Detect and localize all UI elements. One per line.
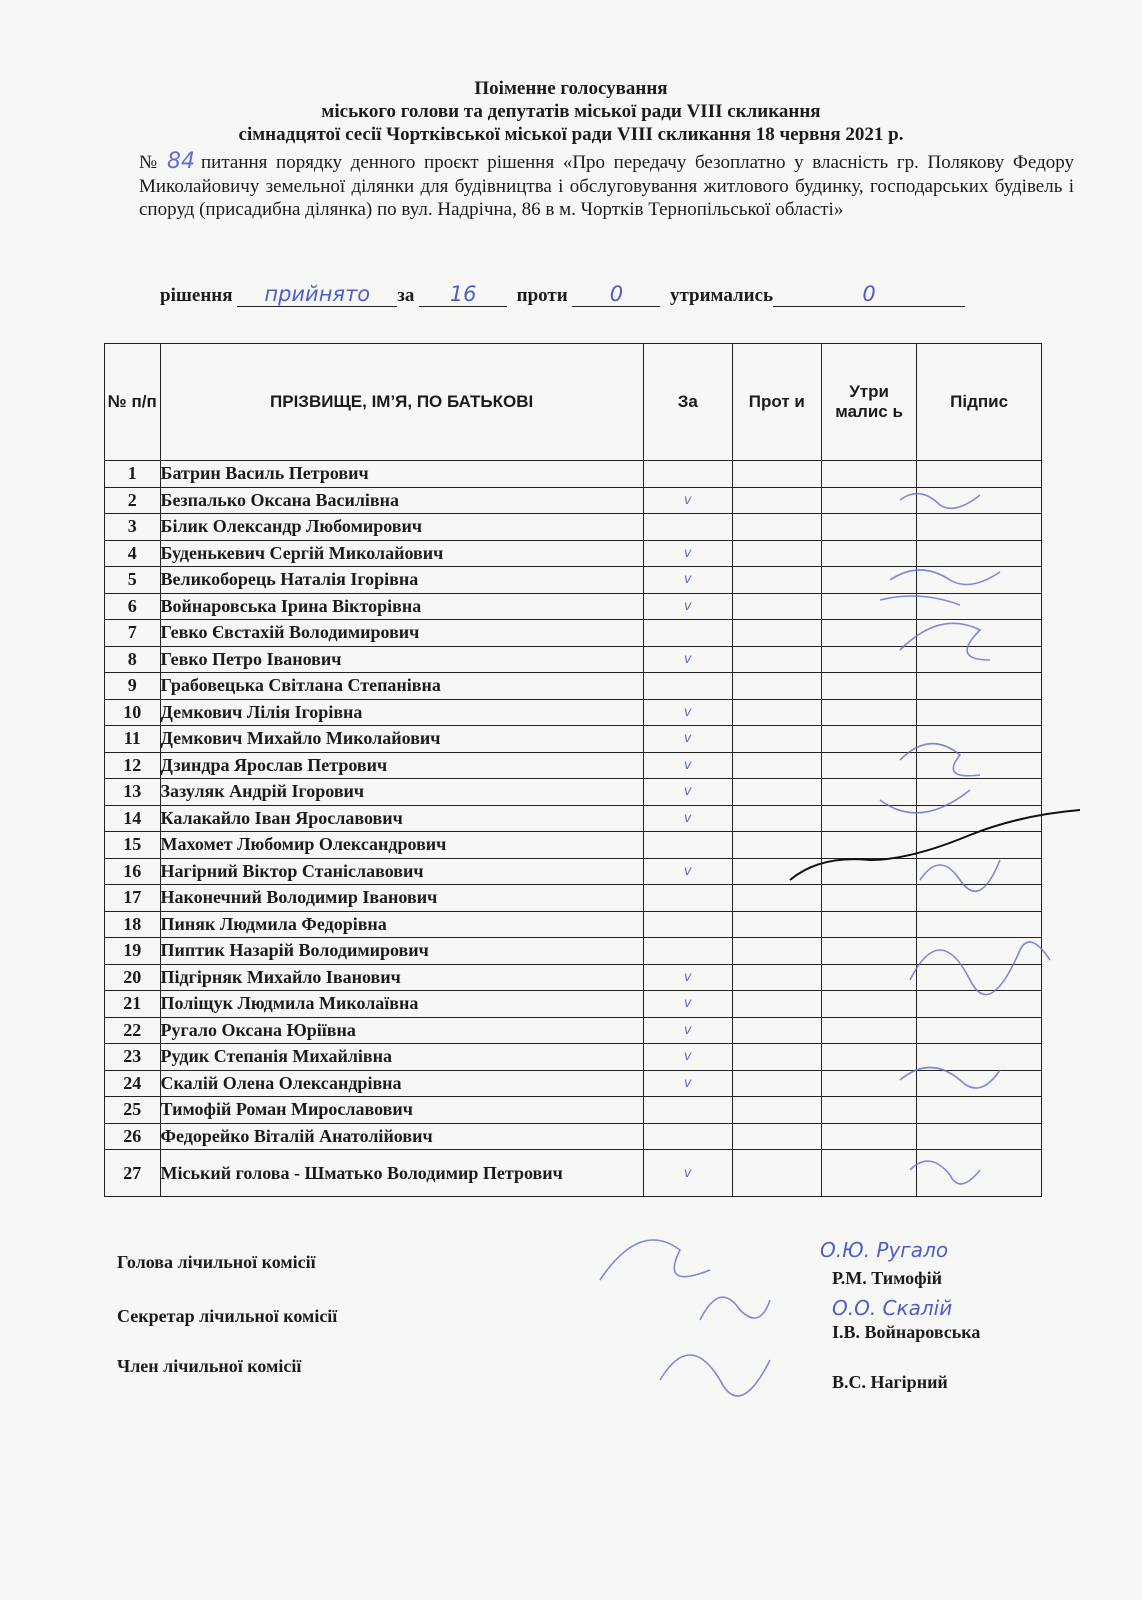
signature-scribble-10 xyxy=(600,1240,710,1280)
signature-scribble-11 xyxy=(700,1297,770,1320)
signature-scribble-2 xyxy=(880,570,1000,605)
row-for-mark: v xyxy=(643,699,732,726)
row-number: 13 xyxy=(105,779,161,806)
row-for-mark: v xyxy=(643,726,732,753)
header-for: За xyxy=(643,344,732,461)
row-name: Махомет Любомир Олександрович xyxy=(160,832,643,859)
member-label: Член лічильної комісії xyxy=(117,1356,302,1376)
row-for-mark: v xyxy=(643,779,732,806)
for-label: за xyxy=(397,285,415,306)
signature-scribble-6 xyxy=(920,860,1000,891)
row-number: 5 xyxy=(105,567,161,594)
question-number-prefix: № xyxy=(139,152,162,173)
question-number: 84 xyxy=(167,149,196,174)
row-name: Калакайло Іван Ярославович xyxy=(160,805,643,832)
row-number: 15 xyxy=(105,832,161,859)
row-for-mark: v xyxy=(643,540,732,567)
row-number: 19 xyxy=(105,938,161,965)
row-name: Грабовецька Світлана Степанівна xyxy=(160,673,643,700)
handwritten-name-2: О.О. Скалій xyxy=(832,1296,953,1320)
against-label: проти xyxy=(516,285,568,306)
row-name: Тимофій Роман Мирославович xyxy=(160,1097,643,1124)
chair-name: Р.М. Тимофій xyxy=(832,1268,943,1288)
row-for-mark: v xyxy=(643,487,732,514)
row-for-mark: v xyxy=(643,1150,732,1197)
row-name: Наконечний Володимир Іванович xyxy=(160,885,643,912)
row-for-mark: v xyxy=(643,593,732,620)
row-number: 8 xyxy=(105,646,161,673)
secretary-label: Секретар лічильної комісії xyxy=(117,1306,338,1326)
signature-scribble-8 xyxy=(900,1068,1000,1089)
row-for-mark: v xyxy=(643,991,732,1018)
signature-scribble-5 xyxy=(880,790,970,813)
row-for-mark: v xyxy=(643,805,732,832)
row-number: 9 xyxy=(105,673,161,700)
session-line: сімнадцятої сесії Чортківської міської ради VIII скликання 18 червня 2021 р. xyxy=(238,124,904,145)
row-for-mark: v xyxy=(643,858,732,885)
abstain-label: утримались xyxy=(669,285,774,306)
against-value: 0 xyxy=(572,284,660,307)
header-number: № п/п xyxy=(105,344,161,461)
row-number: 6 xyxy=(105,593,161,620)
member-name: В.С. Нагірний xyxy=(832,1372,948,1392)
row-name: Безпалько Оксана Василівна xyxy=(160,487,643,514)
doc-subtitle: міського голови та депутатів міської ради VIII скликання xyxy=(321,101,821,122)
row-number: 11 xyxy=(105,726,161,753)
row-name: Буденькевич Сергій Миколайович xyxy=(160,540,643,567)
row-for-mark: v xyxy=(643,1017,732,1044)
signature-scribble-1 xyxy=(900,494,980,509)
row-name: Міський голова - Шматько Володимир Петрович xyxy=(160,1150,643,1197)
row-number: 22 xyxy=(105,1017,161,1044)
signature-scribble-7 xyxy=(910,942,1050,995)
signature-scribble-3 xyxy=(900,623,990,660)
decision-value: прийнято xyxy=(237,284,397,307)
row-number: 23 xyxy=(105,1044,161,1071)
row-name: Гевко Петро Іванович xyxy=(160,646,643,673)
row-for-mark: v xyxy=(643,567,732,594)
row-name: Великоборець Наталія Ігорівна xyxy=(160,567,643,594)
row-name: Поліщук Людмила Миколаївна xyxy=(160,991,643,1018)
signature-scribble-9 xyxy=(910,1161,980,1184)
abstain-value: 0 xyxy=(773,284,965,307)
row-for-mark: v xyxy=(643,646,732,673)
header-name: ПРІЗВИЩЕ, ІМ’Я, ПО БАТЬКОВІ xyxy=(160,344,643,461)
question-text: питання порядку денного проєкт рішення «Про передачу безоплатно у власність гр. Полякову Федору Миколайовичу земельної ділянки для будівництва і обслуговування житлового будинку, господарських будівель і споруд (присадибна ділянка) по вул. Надрічна, 86 в м. Чортків Тернопільської області» xyxy=(139,152,1074,220)
row-number: 12 xyxy=(105,752,161,779)
row-number: 1 xyxy=(105,461,161,488)
row-number: 3 xyxy=(105,514,161,541)
handwritten-name-1: О.Ю. Ругало xyxy=(820,1238,949,1262)
for-value: 16 xyxy=(419,284,507,307)
signature-scribble-13 xyxy=(790,810,1080,880)
row-name: Рудик Степанія Михайлівна xyxy=(160,1044,643,1071)
row-number: 27 xyxy=(105,1150,161,1197)
doc-title: Поіменне голосування xyxy=(474,78,668,99)
row-number: 4 xyxy=(105,540,161,567)
header-abstain: Утри малис ь xyxy=(821,344,916,461)
decision-label: рішення xyxy=(160,285,233,306)
row-name: Зазуляк Андрій Ігорович xyxy=(160,779,643,806)
row-number: 26 xyxy=(105,1123,161,1150)
row-number: 24 xyxy=(105,1070,161,1097)
row-number: 25 xyxy=(105,1097,161,1124)
row-number: 2 xyxy=(105,487,161,514)
row-name: Підгірняк Михайло Іванович xyxy=(160,964,643,991)
row-for-mark: v xyxy=(643,1070,732,1097)
row-number: 7 xyxy=(105,620,161,647)
row-number: 18 xyxy=(105,911,161,938)
header-signature: Підпис xyxy=(917,344,1042,461)
row-number: 10 xyxy=(105,699,161,726)
row-number: 21 xyxy=(105,991,161,1018)
row-name: Скалій Олена Олександрівна xyxy=(160,1070,643,1097)
row-for-mark: v xyxy=(643,1044,732,1071)
row-number: 17 xyxy=(105,885,161,912)
row-number: 14 xyxy=(105,805,161,832)
row-name: Нагірний Віктор Станіславович xyxy=(160,858,643,885)
row-for-mark: v xyxy=(643,964,732,991)
row-name: Пиптик Назарій Володимирович xyxy=(160,938,643,965)
row-name: Ругало Оксана Юріївна xyxy=(160,1017,643,1044)
secretary-name: І.В. Войнаровська xyxy=(832,1322,981,1342)
signature-scribble-12 xyxy=(660,1355,770,1396)
chair-label: Голова лічильної комісії xyxy=(117,1252,316,1272)
row-name: Гевко Євстахій Володимирович xyxy=(160,620,643,647)
row-name: Федорейко Віталій Анатолійович xyxy=(160,1123,643,1150)
header-against: Прот и xyxy=(732,344,821,461)
signature-scribble-4 xyxy=(900,744,980,776)
row-for-mark: v xyxy=(643,752,732,779)
row-name: Пиняк Людмила Федорівна xyxy=(160,911,643,938)
row-name: Білик Олександр Любомирович xyxy=(160,514,643,541)
row-name: Дзиндра Ярослав Петрович xyxy=(160,752,643,779)
row-name: Демкович Михайло Миколайович xyxy=(160,726,643,753)
row-number: 20 xyxy=(105,964,161,991)
row-name: Демкович Лілія Ігорівна xyxy=(160,699,643,726)
row-number: 16 xyxy=(105,858,161,885)
row-name: Войнаровська Ірина Вікторівна xyxy=(160,593,643,620)
row-name: Батрин Василь Петрович xyxy=(160,461,643,488)
